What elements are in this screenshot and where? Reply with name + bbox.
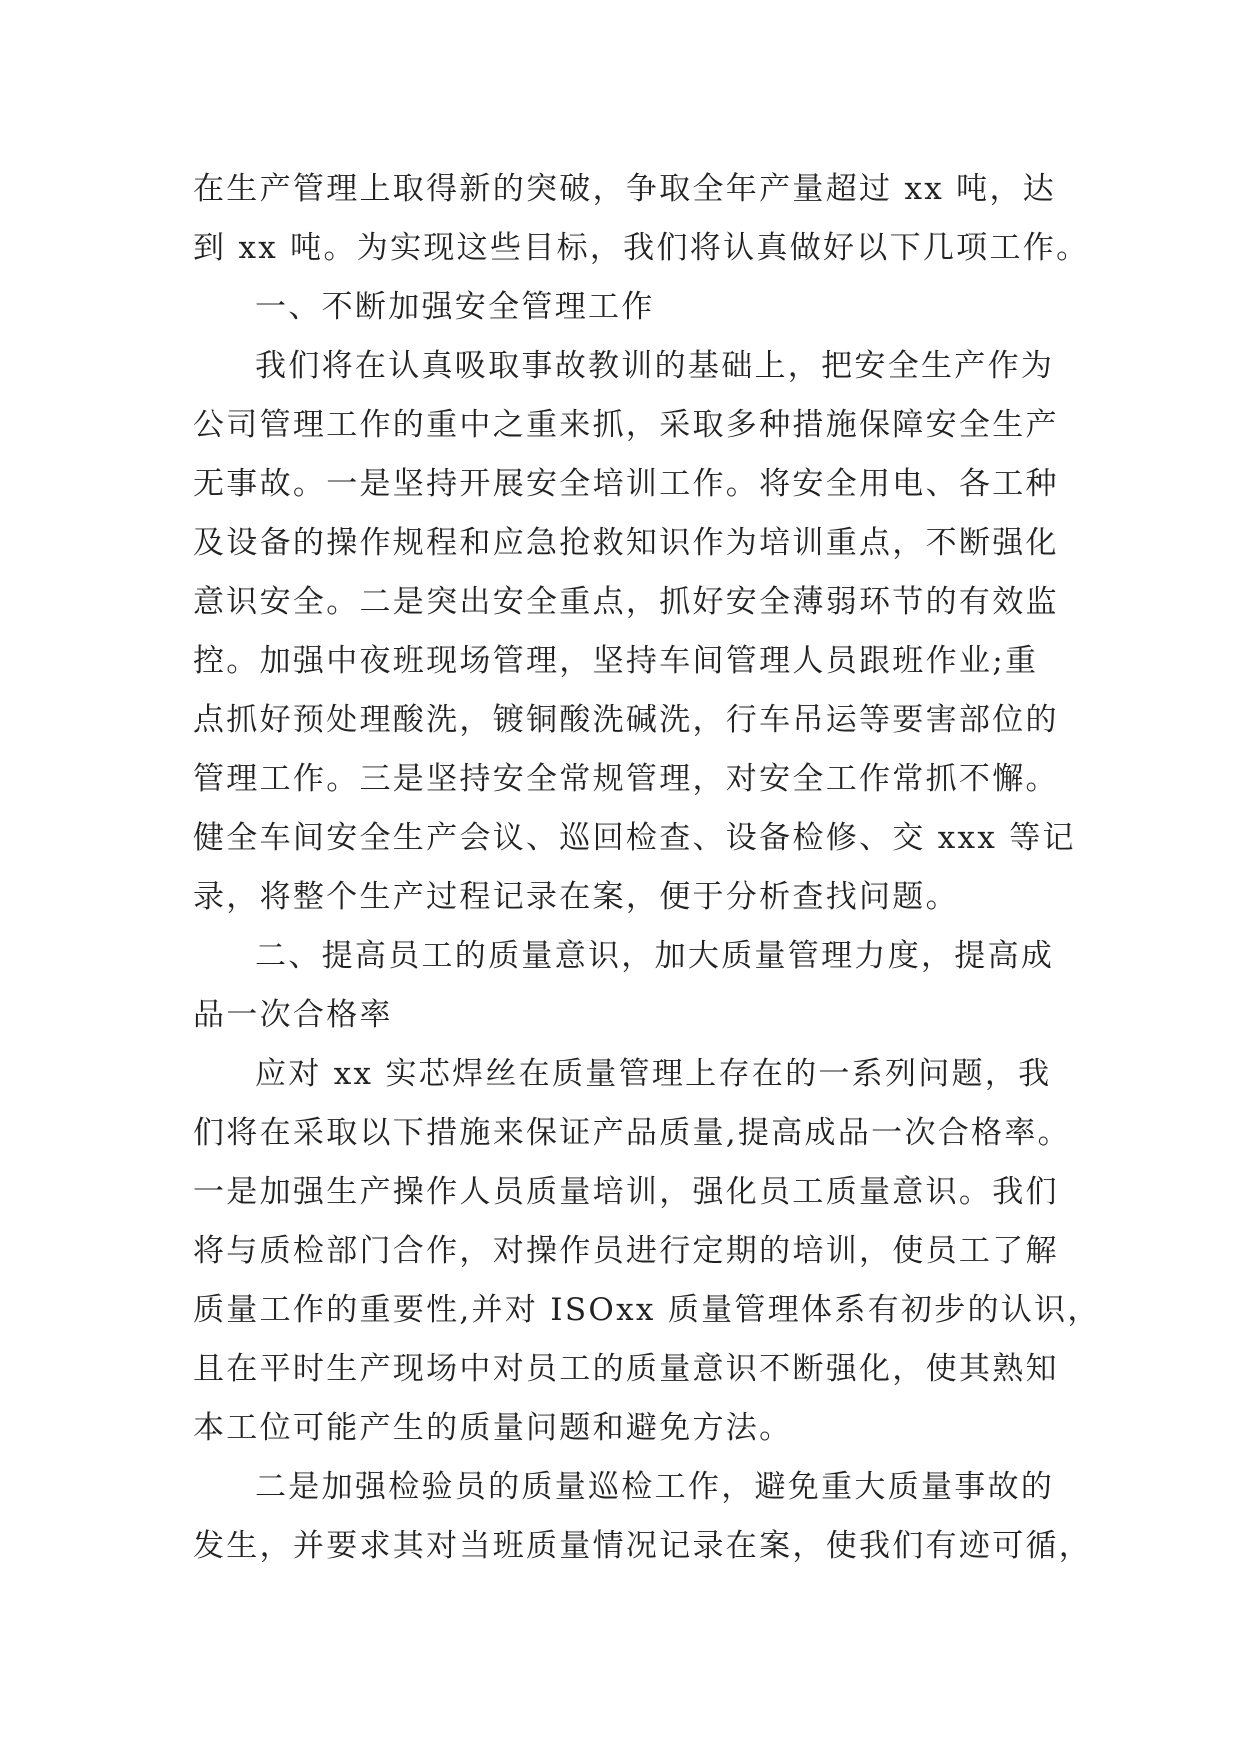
text-line: 无事故。一是坚持开展安全培训工作。将安全用电、各工种	[193, 466, 1059, 502]
text-line: 一是加强生产操作人员质量培训，强化员工质量意识。我们	[193, 1174, 1059, 1210]
text-line: 发生，并要求其对当班质量情况记录在案，使我们有迹可循，	[193, 1528, 1093, 1564]
text-line: 们将在采取以下措施来保证产品质量,提高成品一次合格率。	[193, 1115, 1071, 1151]
text-line: 二是加强检验员的质量巡检工作，避免重大质量事故的	[255, 1469, 1055, 1505]
text-line: 在生产管理上取得新的突破，争取全年产量超过 xx 吨，达	[193, 171, 1057, 207]
text-line: 公司管理工作的重中之重来抓，采取多种措施保障安全生产	[193, 407, 1059, 443]
text-line: 点抓好预处理酸洗，镀铜酸洗碱洗，行车吊运等要害部位的	[193, 702, 1059, 738]
text-line: 本工位可能产生的质量问题和避免方法。	[193, 1410, 793, 1446]
text-line: 我们将在认真吸取事故教训的基础上，把安全生产作为	[255, 348, 1055, 384]
text-line: 及设备的操作规程和应急抢救知识作为培训重点，不断强化	[193, 525, 1059, 561]
text-line: 录，将整个生产过程记录在案，便于分析查找问题。	[193, 879, 959, 915]
text-line: 将与质检部门合作，对操作员进行定期的培训，使员工了解	[193, 1233, 1059, 1269]
text-line: 应对 xx 实芯焊丝在质量管理上存在的一系列问题，我	[255, 1056, 1052, 1092]
text-line: 且在平时生产现场中对员工的质量意识不断强化，使其熟知	[193, 1351, 1059, 1387]
section-heading: 一、不断加强安全管理工作	[255, 289, 655, 325]
text-line: 管理工作。三是坚持安全常规管理，对安全工作常抓不懈。	[193, 761, 1059, 797]
text-line: 到 xx 吨。为实现这些目标，我们将认真做好以下几项工作。	[193, 230, 1090, 266]
text-line: 质量工作的重要性,并对 ISOxx 质量管理体系有初步的认识，	[193, 1292, 1101, 1328]
text-line: 意识安全。二是突出安全重点，抓好安全薄弱环节的有效监	[193, 584, 1059, 620]
text-line: 控。加强中夜班现场管理，坚持车间管理人员跟班作业;重	[193, 643, 1039, 679]
body-text	[193, 160, 1101, 1576]
section-heading: 二、提高员工的质量意识，加大质量管理力度，提高成	[255, 938, 1055, 974]
text-line: 健全车间安全生产会议、巡回检查、设备检修、交 xxx 等记	[193, 820, 1076, 856]
section-heading-continued: 品一次合格率	[193, 997, 393, 1033]
